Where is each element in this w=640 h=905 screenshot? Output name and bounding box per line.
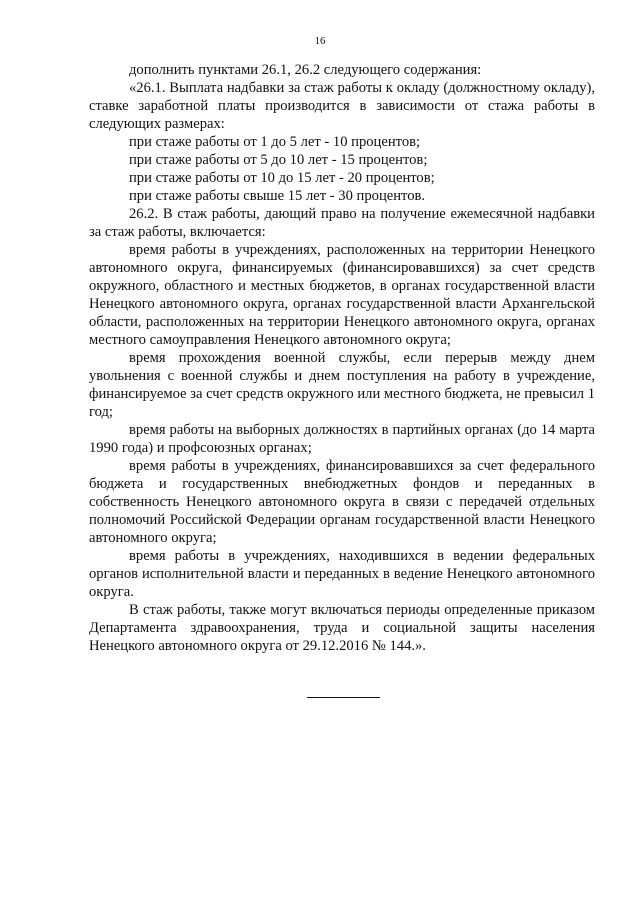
paragraph-rate-1-5: при стаже работы от 1 до 5 лет - 10 процентов; [129,134,421,150]
paragraph-federal-budget-institutions: время работы в учреждениях, финансировавшихся за счет федерального бюджета и государственных внебюджетных фондов и переданных в собственность Ненецкого автономного округа в связи с передачей отдельных полномочий Российской Федерации органам государственной власти Ненецкого автономного округа; [89,458,595,546]
paragraph-rate-over-15: при стаже работы свыше 15 лет - 30 процентов. [129,188,426,204]
page-number: 16 [314,36,326,47]
paragraph-26-2: 26.2. В стаж работы, дающий право на получение ежемесячной надбавки за стаж работы, включается: [89,206,595,240]
document-body [89,61,595,655]
paragraph-26-1: «26.1. Выплата надбавки за стаж работы к окладу (должностному окладу), ставке заработной платы производится в зависимости от стажа работы в следующих размерах: [89,80,595,132]
paragraph-rate-10-15: при стаже работы от 10 до 15 лет - 20 процентов; [129,170,435,186]
paragraph-elected-positions: время работы на выборных должностях в партийных органах (до 14 марта 1990 года) и профсоюзных органах; [89,422,595,456]
paragraph-work-nao-institutions: время работы в учреждениях, расположенных на территории Ненецкого автономного округа, финансируемых (финансировавшихся) за счет средств окружного, областного и местных бюджетов, в органах государственной власти Ненецкого автономного округа, органах государственной власти Архангельской области, расположенных на территории Ненецкого автономного округа, органах местного самоуправления Ненецкого автономного округа; [89,242,595,348]
end-separator-line [307,697,380,698]
paragraph-military-service: время прохождения военной службы, если перерыв между днем увольнения с военной службы и днем поступления на работу в учреждение, финансируемое за счет средств окружного или местного бюджета, не превысил 1 год; [89,350,595,420]
paragraph-intro: дополнить пунктами 26.1, 26.2 следующего содержания: [129,62,482,78]
paragraph-additional-periods: В стаж работы, также могут включаться периоды определенные приказом Департамента здравоохранения, труда и социальной защиты населения Ненецкого автономного округа от 29.12.2016 № 144.». [89,602,595,654]
paragraph-federal-executive-institutions: время работы в учреждениях, находившихся в ведении федеральных органов исполнительной власти и переданных в ведение Ненецкого автономного округа. [89,548,595,600]
paragraph-rate-5-10: при стаже работы от 5 до 10 лет - 15 процентов; [129,152,428,168]
